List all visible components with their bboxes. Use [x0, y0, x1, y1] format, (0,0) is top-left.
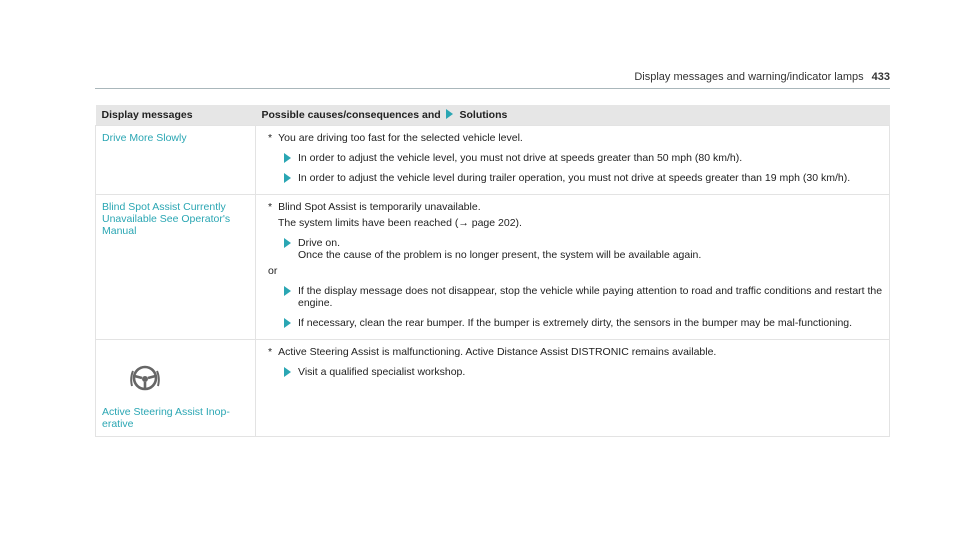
step-text: If necessary, clean the rear bumper. If the bumper is extremely dirty, the sensors in the bumper may be mal-functioning. — [298, 317, 853, 329]
table-header-row — [96, 105, 890, 126]
step-arrow-icon — [284, 173, 291, 183]
bullet-star: * — [268, 346, 273, 358]
step-item — [268, 366, 883, 378]
col-header-solutions-text: Solutions — [459, 109, 508, 121]
step-extra-text: Once the cause of the problem is no longer present, the system will be available again. — [298, 249, 702, 261]
table-row — [96, 126, 890, 195]
table-row — [96, 195, 890, 340]
solution-cell — [256, 195, 890, 340]
cause-text: Active Steering Assist is malfunctioning. Active Distance Assist DISTRONIC remains available. — [278, 346, 717, 358]
step-item — [268, 285, 883, 309]
step-item — [268, 237, 883, 261]
arrow-right-icon — [446, 109, 453, 119]
or-text: or — [268, 265, 278, 277]
bullet-star: * — [268, 132, 273, 144]
step-item — [268, 317, 883, 329]
step-text: In order to adjust the vehicle level during trailer operation, you must not drive at speeds greater than 19 mph (30 km/h). — [298, 172, 851, 184]
page-header — [95, 71, 890, 89]
table-row — [96, 340, 890, 437]
step-arrow-icon — [284, 153, 291, 163]
step-arrow-icon — [284, 286, 291, 296]
step-arrow-icon — [284, 318, 291, 328]
step-text: Visit a qualified specialist workshop. — [298, 366, 466, 378]
message-text: Active Steering Assist Inop-erative — [102, 406, 230, 430]
col-header-causes — [256, 105, 890, 126]
steering-wheel-icon — [130, 364, 160, 392]
note-text: The system limits have been reached (→ page 202). — [278, 217, 522, 229]
step-text: In order to adjust the vehicle level, you must not drive at speeds greater than 50 mph (80 km/h). — [298, 152, 743, 164]
step-text: If the display message does not disappear, stop the vehicle while paying attention to road and traffic conditions and restart the engine. — [298, 285, 883, 309]
display-messages-table — [95, 105, 890, 437]
solution-cell — [256, 340, 890, 437]
message-drive-more-slowly: Drive More Slowly — [96, 126, 256, 195]
header-text — [634, 71, 890, 83]
header-title: Display messages and warning/indicator lamps — [634, 71, 864, 83]
cause-text: Blind Spot Assist is temporarily unavailable. — [278, 201, 481, 213]
page-number: 433 — [871, 71, 890, 83]
step-text: Drive on. — [298, 237, 341, 249]
message-blind-spot-assist: Blind Spot Assist Currently Unavailable See Operator's Manual — [96, 195, 256, 340]
col-header-messages: Display messages — [96, 105, 256, 126]
step-arrow-icon — [284, 367, 291, 377]
step-item — [268, 152, 883, 164]
col-header-causes-text: Possible causes/consequences and — [261, 109, 441, 121]
cause-text: You are driving too fast for the selected vehicle level. — [278, 132, 523, 144]
message-active-steering-assist — [96, 340, 256, 437]
solution-cell — [256, 126, 890, 195]
step-item — [268, 172, 883, 184]
bullet-star: * — [268, 201, 273, 213]
step-arrow-icon — [284, 238, 291, 248]
